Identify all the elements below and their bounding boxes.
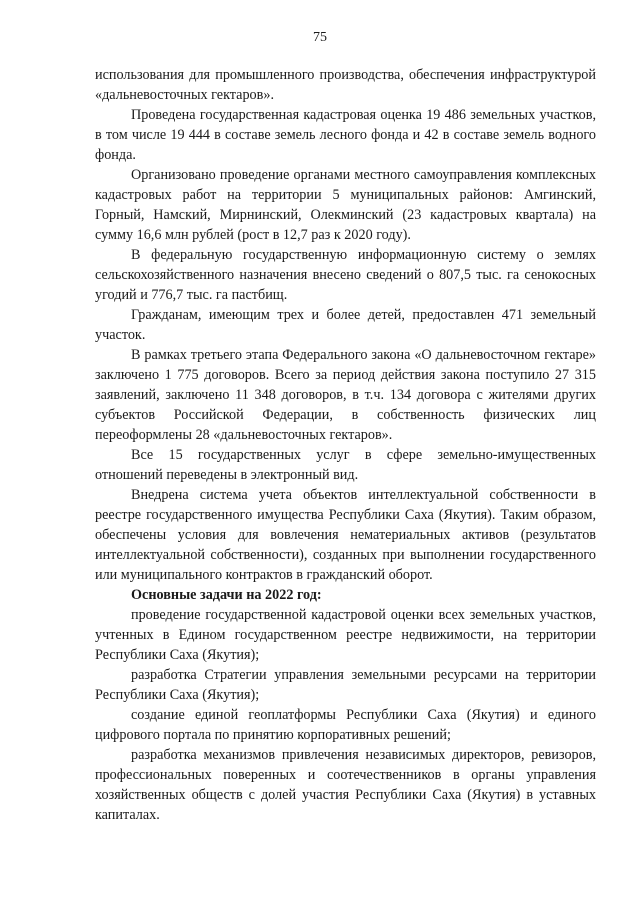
- task-item-cadastral-valuation: проведение государственной кадастровой оценки всех земельных участков, учтенных в Едином государственном реестре недвижимости, на территории Республики Саха (Якутия);: [95, 607, 596, 663]
- paragraph-large-families-land: Гражданам, имеющим трех и более детей, предоставлен 471 земельный участок.: [95, 307, 596, 343]
- document-body: [95, 65, 596, 825]
- paragraph-electronic-services: Все 15 государственных услуг в сфере земельно-имущественных отношений переведены в электронный вид.: [95, 447, 596, 483]
- page-number: 75: [313, 30, 327, 45]
- task-item-governance-mechanisms: разработка механизмов привлечения независимых директоров, ревизоров, профессиональных поверенных и соотечественников в органы управления хозяйственных обществ с долей участия Республики Саха (Якутия) в уставных капиталах.: [95, 747, 596, 823]
- paragraph-intellectual-property: Внедрена система учета объектов интеллектуальной собственности в реестре государственного имущества Республики Саха (Якутия). Таким образом, обеспечены условия для вовлечения нематериальных активов (результатов интеллектуальной собственности), созданных при выполнении государственного или муниципального контрактов в гражданский оборот.: [95, 487, 596, 583]
- paragraph-cadastral-valuation: Проведена государственная кадастровая оценка 19 486 земельных участков, в том числе 19 444 в составе земель лесного фонда и 42 в составе земель водного фонда.: [95, 107, 596, 163]
- paragraph-continuation: использования для промышленного производства, обеспечения инфраструктурой «дальневосточных гектаров».: [95, 67, 596, 103]
- task-item-geoplatform: создание единой геоплатформы Республики Саха (Якутия) и единого цифрового портала по принятию корпоративных решений;: [95, 707, 596, 743]
- section-heading-2022-tasks: Основные задачи на 2022 год:: [131, 587, 322, 603]
- task-item-land-strategy: разработка Стратегии управления земельными ресурсами на территории Республики Саха (Якутия);: [95, 667, 596, 703]
- paragraph-cadastral-works: Организовано проведение органами местного самоуправления комплексных кадастровых работ на территории 5 муниципальных районов: Амгинский, Горный, Намский, Мирнинский, Олекминский (23 кадастровых квартала) на сумму 16,6 млн рублей (рост в 12,7 раз к 2020 году).: [95, 167, 596, 243]
- paragraph-far-east-hectare: В рамках третьего этапа Федерального закона «О дальневосточном гектаре» заключено 1 775 договоров. Всего за период действия закона поступило 27 315 заявлений, заключено 11 348 договоров, в т.ч. 134 договора с жителями других субъектов Российской Федерации, в собственность физических лиц переоформлены 28 «дальневосточных гектаров».: [95, 347, 596, 443]
- paragraph-agricultural-land-info: В федеральную государственную информационную систему о землях сельскохозяйственного назначения внесено сведений о 807,5 тыс. га сенокосных угодий и 776,7 тыс. га пастбищ.: [95, 247, 596, 303]
